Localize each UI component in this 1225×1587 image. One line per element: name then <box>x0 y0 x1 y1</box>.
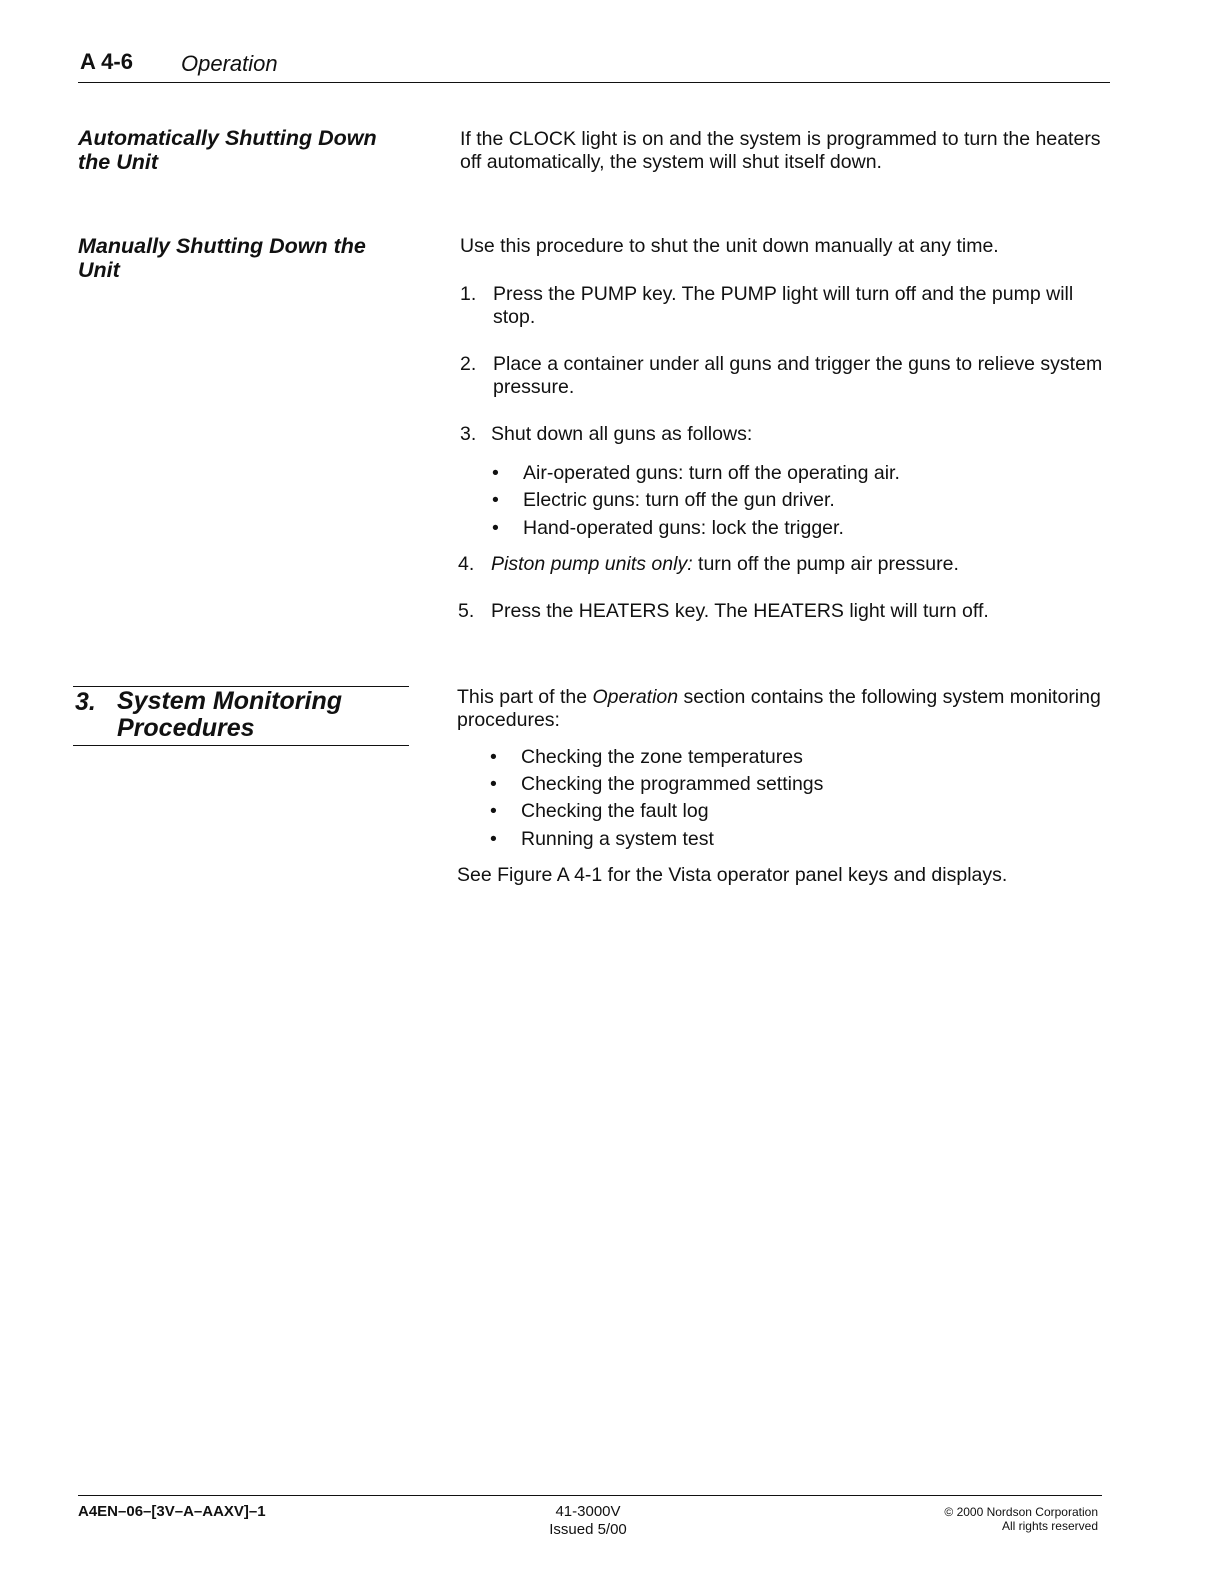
bullet-text: Checking the programmed settings <box>521 773 824 795</box>
monitoring-heading: System Monitoring Procedures <box>117 687 343 742</box>
bullet-text: Checking the zone temperatures <box>521 746 803 768</box>
part-number: 41-3000V <box>555 1503 621 1520</box>
step-text: Press the HEATERS key. The HEATERS light will turn off. <box>491 600 989 622</box>
bullet-icon: • <box>490 746 497 768</box>
step-number: 3. <box>460 423 477 445</box>
bullet-text: Checking the fault log <box>521 800 709 822</box>
bullet-text: Running a system test <box>521 828 714 850</box>
step-italic-text: Piston pump units only: <box>491 553 693 575</box>
document-code: A4EN–06–[3V–A–AAXV]–1 <box>78 1503 266 1520</box>
copyright-text: © 2000 Nordson Corporation <box>944 1505 1098 1519</box>
auto-shutdown-text: If the CLOCK light is on and the system is programmed to turn the heaters off automatically, the system will shut itself down. <box>460 128 1101 173</box>
header-rule <box>78 82 1110 83</box>
bullet-icon: • <box>490 828 497 850</box>
footer-rule <box>78 1495 1102 1496</box>
section-number: 3. <box>75 688 96 716</box>
intro-text: This part of the <box>457 686 593 708</box>
monitoring-intro <box>457 686 1107 732</box>
bullet-icon: • <box>492 517 499 539</box>
section-title: Operation <box>181 51 278 76</box>
step-number: 2. <box>460 353 477 375</box>
bullet-icon: • <box>490 773 497 795</box>
bullet-icon: • <box>492 489 499 511</box>
issue-date: Issued 5/00 <box>549 1521 627 1538</box>
bullet-text: Air-operated guns: turn off the operating air. <box>523 462 900 484</box>
manual-shutdown-heading: Manually Shutting Down the Unit <box>78 234 366 282</box>
page-number: A 4-6 <box>80 49 133 74</box>
footer-copyright <box>880 1505 1098 1533</box>
bullet-text: Hand-operated guns: lock the trigger. <box>523 517 844 539</box>
bullet-text: Electric guns: turn off the gun driver. <box>523 489 835 511</box>
auto-shutdown-heading: Automatically Shutting Down the Unit <box>78 126 377 174</box>
manual-shutdown-intro: Use this procedure to shut the unit down manually at any time. <box>460 235 999 257</box>
bullet-icon: • <box>490 800 497 822</box>
step-text: Place a container under all guns and trigger the guns to relieve system pressure. <box>493 353 1103 398</box>
step-text: Shut down all guns as follows: <box>491 423 753 445</box>
bullet-icon: • <box>492 462 499 484</box>
section-bottom-rule <box>73 745 409 746</box>
step-text: Press the PUMP key. The PUMP light will turn off and the pump will stop. <box>493 283 1074 328</box>
step-number: 4. <box>458 553 475 575</box>
intro-italic-text: Operation <box>592 686 679 708</box>
step-text <box>491 553 1101 576</box>
footer-part-info <box>520 1503 656 1539</box>
intro-text-continued: section contains the following system monitoring procedures: <box>457 686 1101 731</box>
step-number: 5. <box>458 600 475 622</box>
step-number: 1. <box>460 283 477 305</box>
rights-text: All rights reserved <box>1001 1519 1098 1533</box>
monitoring-closing: See Figure A 4-1 for the Vista operator panel keys and displays. <box>457 864 1008 886</box>
step-regular-text: turn off the pump air pressure. <box>692 553 959 575</box>
